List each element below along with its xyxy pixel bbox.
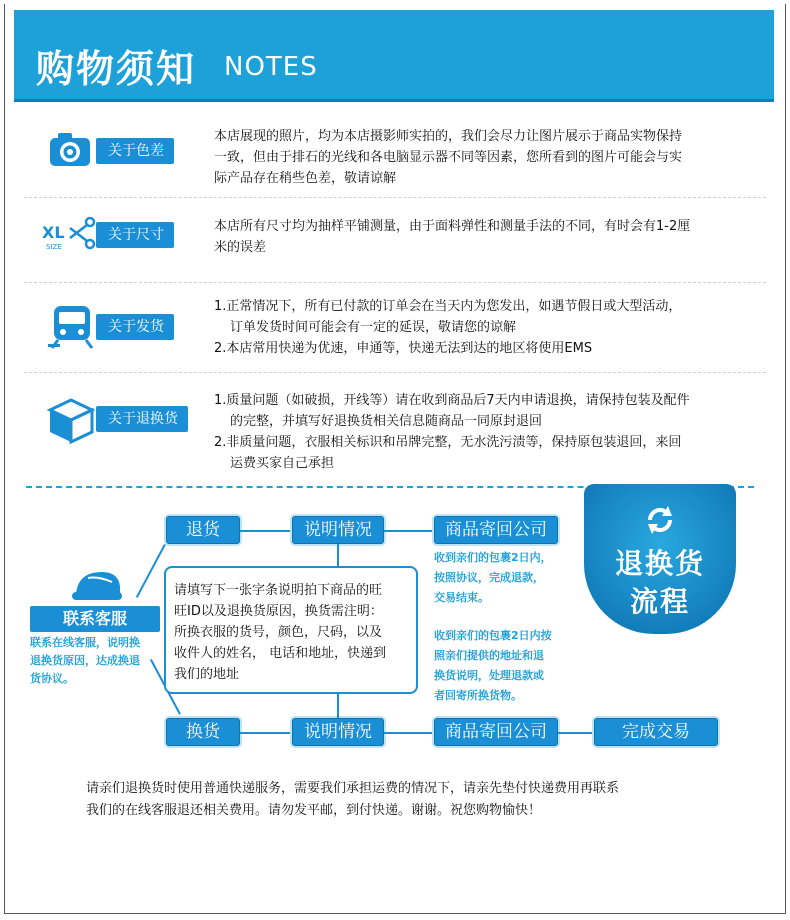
exchange-process-desc — [434, 626, 574, 706]
text-line: 米的误差 — [214, 240, 267, 255]
page-subtitle: NOTES — [224, 52, 318, 82]
connector-line — [240, 530, 292, 532]
tag-shipping: 关于发货 — [96, 314, 174, 340]
text-line: 际产品存在稍些色差，敬请谅解 — [214, 171, 397, 186]
refresh-icon — [642, 502, 678, 538]
flow-step-return: 退货 — [166, 516, 240, 544]
connector-line — [337, 694, 339, 718]
text-line: 1.正常情况下，所有已付款的订单会在当天内为您发出，如遇节假日或大型活动， — [214, 299, 682, 314]
text-line: 的完整，并填写好退换货相关信息随商品一同原封退回 — [230, 414, 543, 429]
flow-step-explain-return: 说明情况 — [292, 516, 384, 544]
train-icon — [46, 302, 96, 346]
contact-service-label: 联系客服 — [30, 606, 160, 632]
divider — [24, 197, 766, 198]
divider — [24, 282, 766, 283]
connector-line — [240, 732, 292, 734]
badge-title-line1: 退换货 — [614, 547, 705, 580]
desc-line: 联系在线客服，说明换 — [30, 636, 140, 649]
flow-step-send-back-exchange: 商品寄回公司 — [434, 718, 558, 746]
flow-step-complete: 完成交易 — [594, 718, 718, 746]
connector-line — [384, 530, 434, 532]
customer-service-icon — [68, 564, 124, 604]
section-text — [214, 216, 770, 258]
text-line: 本店所有尺寸均为抽样平铺测量，由于面料弹性和测量手法的不同，有时会有1-2厘 — [214, 219, 691, 234]
desc-line: 者回寄所换货物。 — [434, 689, 522, 702]
note-line: 旺ID以及退换货原因，换货需注明： — [174, 604, 383, 619]
desc-line: 按照协议，完成退款， — [434, 571, 544, 584]
text-line: 本店展现的照片，均为本店摄影师实拍的，我们会尽力让图片展示于商品实物保持 — [214, 129, 683, 144]
svg-text:SIZE: SIZE — [46, 243, 62, 251]
tag-size: 关于尺寸 — [96, 222, 174, 248]
return-process-desc — [434, 548, 574, 608]
camera-icon — [46, 128, 96, 172]
divider — [24, 372, 766, 373]
desc-line: 货协议。 — [30, 672, 74, 685]
tag-returns: 关于退换货 — [96, 406, 188, 432]
desc-line: 退换货原因，达成换退 — [30, 654, 140, 667]
section-text — [214, 390, 770, 474]
text-line: 2.非质量问题，衣服相关标识和吊牌完整，无水洗污渍等，保持原包装退回，来回 — [214, 435, 682, 450]
note-line: 我们的地址 — [174, 667, 240, 682]
tag-color-difference: 关于色差 — [96, 138, 174, 164]
text-line: 2.本店常用快递为优速，申通等，快递无法到达的地区将使用EMS — [214, 341, 593, 356]
connector-line — [337, 544, 339, 566]
flow-step-explain-exchange: 说明情况 — [292, 718, 384, 746]
text-line: 一致，但由于排石的光线和各电脑显示器不同等因素，您所看到的图片可能会与实 — [214, 150, 683, 165]
connector-line — [384, 732, 434, 734]
note-line: 请填写下一张字条说明拍下商品的旺 — [174, 583, 383, 598]
note-line: 收件人的姓名， 电话和地址，快递到 — [174, 646, 387, 661]
note-instructions — [164, 566, 418, 694]
desc-line: 收到亲们的包裹2日内按 — [434, 629, 552, 642]
footer-line: 请亲们退换货时使用普通快递服务，需要我们承担运费的情况下，请亲先垫付快递费用再联系 — [86, 781, 620, 796]
badge-title-line2: 流程 — [629, 585, 690, 618]
text-line: 订单发货时间可能会有一定的延误，敬请您的谅解 — [230, 320, 517, 335]
xl-scissors-icon — [40, 212, 100, 256]
page-title: 购物须知 — [36, 47, 197, 91]
box-icon — [46, 396, 96, 440]
section-text — [214, 296, 770, 359]
flow-step-exchange: 换货 — [166, 718, 240, 746]
contact-service-desc — [30, 634, 160, 688]
desc-line: 收到亲们的包裹2日内， — [434, 551, 552, 564]
text-line: 运费买家自己承担 — [230, 456, 335, 471]
footer-note — [86, 778, 726, 822]
header-banner — [14, 10, 774, 102]
desc-line: 换货说明，处理退款或 — [434, 669, 544, 682]
return-flow-badge — [584, 484, 736, 634]
desc-line: 交易结束。 — [434, 591, 489, 604]
section-text — [214, 126, 770, 189]
desc-line: 照亲们提供的地址和退 — [434, 649, 544, 662]
flow-step-send-back-return: 商品寄回公司 — [434, 516, 558, 544]
footer-line: 我们的在线客服退还相关费用。请勿发平邮，到付快递。谢谢。祝您购物愉快！ — [86, 803, 542, 818]
text-line: 1.质量问题（如破损，开线等）请在收到商品后7天内申请退换，请保持包装及配件 — [214, 393, 690, 408]
svg-text:XL: XL — [42, 223, 65, 242]
note-line: 所换衣服的货号，颜色，尺码，以及 — [174, 625, 383, 640]
connector-line — [558, 732, 594, 734]
